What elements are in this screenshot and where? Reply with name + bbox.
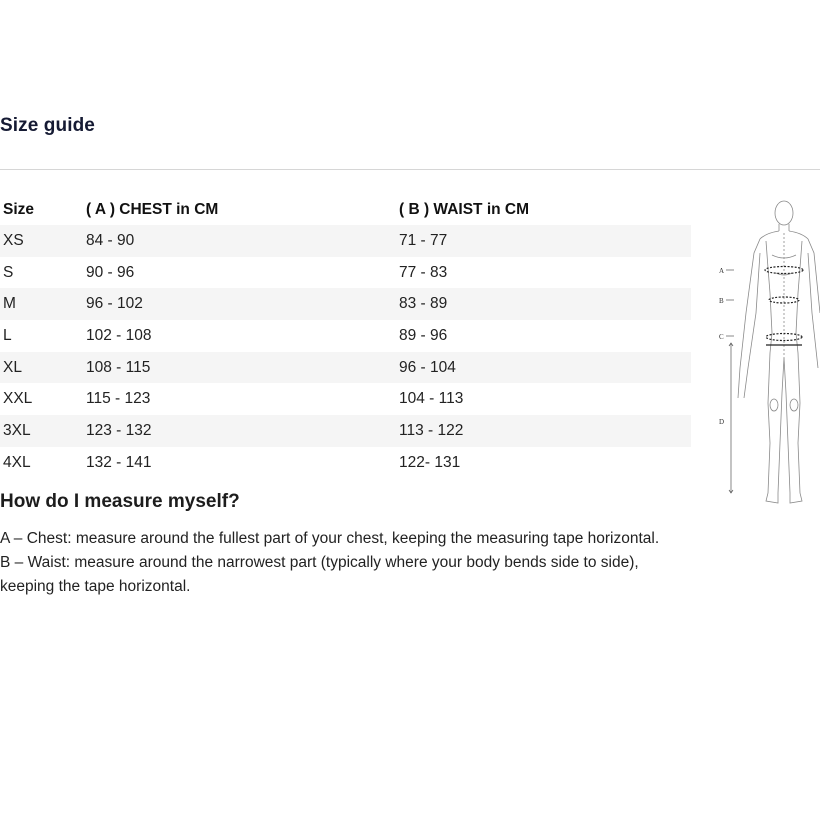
cell-waist: 122- 131 [399,453,461,471]
cell-size: XL [0,352,83,384]
page-title: Size guide [0,115,95,136]
cell-waist: 113 - 122 [396,415,691,447]
table-row [0,415,691,447]
waist-instruction: B – Waist: measure around the narrowest part (typically where your body bends side to side), keeping the tape horizontal. [0,554,639,595]
label-d: D [719,418,725,426]
cell-size: XXL [3,390,33,408]
cell-waist: 77 - 83 [399,263,448,281]
table-row [0,257,691,289]
cell-size: S [3,263,14,281]
table-row [0,352,691,384]
table-header-row [0,194,691,225]
cell-chest: 108 - 115 [83,352,396,384]
cell-waist: 83 - 89 [396,288,691,320]
table-row [0,383,691,415]
cell-size: XS [0,225,83,257]
header-waist: ( B ) WAIST in CM [399,200,530,218]
table-row [0,225,691,257]
cell-chest: 123 - 132 [83,415,396,447]
cell-chest: 90 - 96 [86,263,135,281]
measure-instructions [0,527,680,599]
cell-waist: 71 - 77 [396,225,691,257]
cell-chest: 84 - 90 [83,225,396,257]
cell-chest: 115 - 123 [86,390,151,408]
cell-size: M [0,288,83,320]
cell-size: 3XL [0,415,83,447]
cell-chest: 96 - 102 [83,288,396,320]
measure-heading: How do I measure myself? [0,491,240,512]
cell-waist: 96 - 104 [396,352,691,384]
header-chest: ( A ) CHEST in CM [86,200,219,218]
label-a: A [719,267,725,275]
label-c: C [719,333,724,341]
cell-chest: 132 - 141 [86,453,152,471]
cell-size: L [3,326,12,344]
cell-waist: 89 - 96 [399,326,448,344]
table-row [0,320,691,352]
cell-waist: 104 - 113 [399,390,464,408]
cell-chest: 102 - 108 [86,326,152,344]
chest-instruction: A – Chest: measure around the fullest part of your chest, keeping the measuring tape horizontal. [0,530,660,547]
body-figure-illustration [714,193,820,513]
table-row [0,447,691,479]
body-measurement-figure [714,193,820,513]
header-size: Size [3,200,35,218]
table-row [0,288,691,320]
cell-size: 4XL [3,453,31,471]
divider [0,169,820,170]
size-table [0,194,691,479]
label-b: B [719,297,724,305]
